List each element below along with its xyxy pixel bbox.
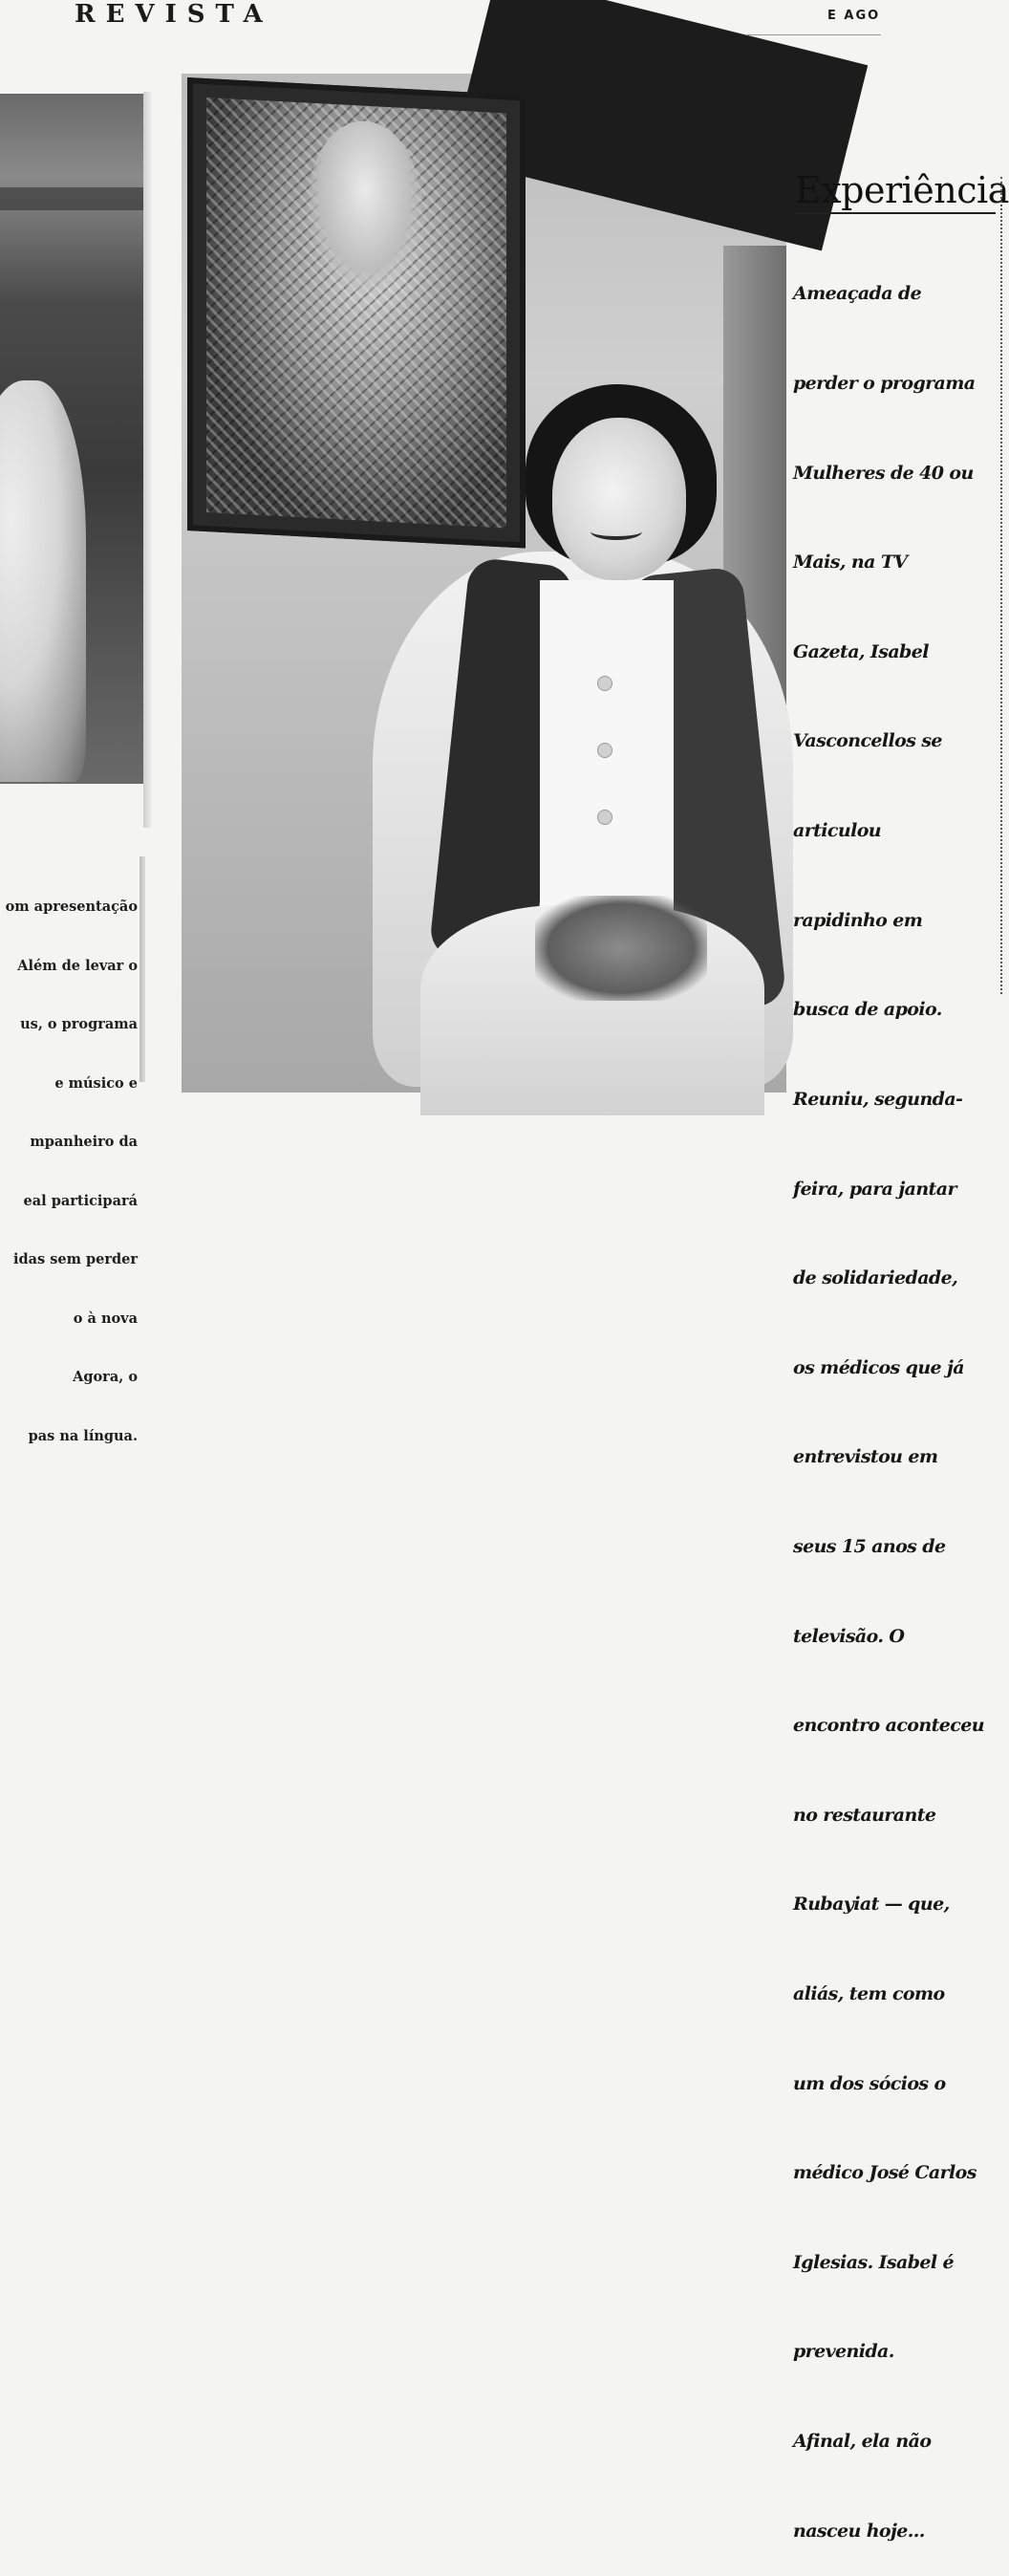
left-text-line: idas sem perder bbox=[12, 1251, 138, 1267]
wall-painting bbox=[187, 77, 526, 549]
sidebar-line: médico José Carlos bbox=[793, 2162, 977, 2184]
paper-edge bbox=[140, 856, 145, 1082]
date-fragment: E AGO bbox=[827, 9, 881, 23]
left-text-line: om apresentação bbox=[5, 898, 138, 915]
sidebar-line: um dos sócios o bbox=[793, 2072, 946, 2094]
header-rule bbox=[747, 34, 881, 35]
left-article-fragment bbox=[0, 858, 143, 1466]
sidebar-line: no restaurante bbox=[793, 1804, 936, 1826]
sidebar-line: Reuniu, segunda- bbox=[793, 1088, 963, 1110]
sidebar-line: os médicos que já bbox=[793, 1356, 965, 1378]
clasped-hands bbox=[535, 896, 707, 1001]
sidebar-line: rapidinho em bbox=[793, 909, 923, 931]
sidebar-line: articulou bbox=[793, 820, 882, 842]
white-blouse bbox=[540, 580, 674, 943]
sidebar-line: Mais, na TV bbox=[793, 552, 908, 574]
sidebar-line: Ameaçada de bbox=[793, 283, 922, 305]
section-title: REVISTA bbox=[75, 0, 273, 29]
left-text-line: us, o programa bbox=[20, 1016, 138, 1032]
main-photo bbox=[182, 74, 786, 1093]
paper-edge bbox=[143, 92, 151, 828]
blouse-button bbox=[597, 676, 612, 691]
left-photo-fragment bbox=[0, 94, 149, 784]
sidebar-title-rule bbox=[795, 212, 996, 214]
left-text-line: mpanheiro da bbox=[30, 1134, 138, 1150]
smile bbox=[590, 523, 642, 540]
sidebar-line: nasceu hoje... bbox=[793, 2520, 925, 2542]
sidebar-line: feira, para jantar bbox=[793, 1178, 956, 1200]
portrait-woman bbox=[363, 485, 812, 1115]
sidebar-line: Afinal, ela não bbox=[793, 2431, 932, 2453]
smiling-face bbox=[552, 418, 686, 580]
left-text-line: Além de levar o bbox=[17, 957, 138, 974]
sidebar-body bbox=[793, 220, 998, 2576]
sidebar-line: Gazeta, Isabel bbox=[793, 640, 929, 662]
left-text-line: o à nova bbox=[73, 1310, 138, 1327]
photo-shadow-band bbox=[0, 187, 149, 210]
sidebar-line: busca de apoio. bbox=[793, 999, 942, 1021]
left-text-line: e músico e bbox=[54, 1074, 138, 1092]
sidebar-line: televisão. O bbox=[793, 1625, 905, 1647]
sidebar-line: Rubayiat — que, bbox=[793, 1894, 950, 1916]
left-text-line: Agora, o bbox=[73, 1369, 138, 1385]
sidebar-line: seus 15 anos de bbox=[793, 1535, 946, 1557]
sidebar-dotted-border bbox=[1000, 177, 1002, 994]
blouse-button bbox=[597, 810, 612, 825]
sidebar-line: Iglesias. Isabel é bbox=[793, 2251, 955, 2273]
sidebar-line: entrevistou em bbox=[793, 1446, 938, 1468]
sidebar-line: perder o programa bbox=[793, 373, 976, 395]
left-text-line: eal participará bbox=[23, 1192, 138, 1209]
photo-figure-shape bbox=[0, 380, 86, 782]
sidebar-line: Vasconcellos se bbox=[793, 730, 942, 752]
sidebar-line: prevenida. bbox=[793, 2341, 894, 2363]
sidebar-line: Mulheres de 40 ou bbox=[793, 462, 974, 484]
blouse-button bbox=[597, 743, 612, 758]
left-text-line: pas na língua. bbox=[28, 1427, 138, 1444]
sidebar-title: Experiência bbox=[795, 169, 1009, 211]
sidebar-line: encontro aconteceu bbox=[793, 1715, 984, 1737]
sidebar-line: aliás, tem como bbox=[793, 1982, 945, 2004]
sidebar-line: de solidariedade, bbox=[793, 1267, 958, 1289]
